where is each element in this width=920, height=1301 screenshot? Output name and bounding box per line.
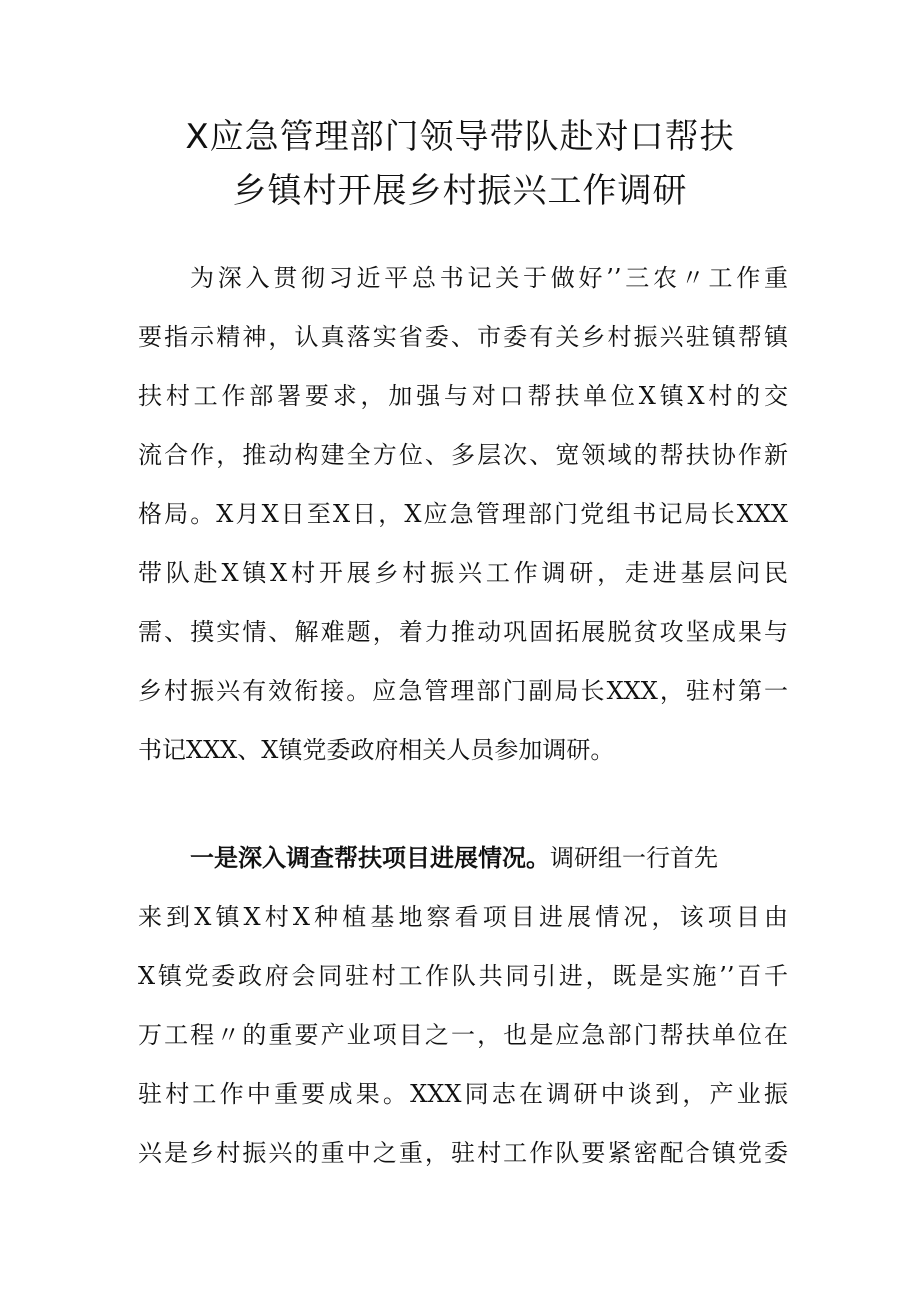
paragraph-line: 书记XXX、X镇党委政府相关人员参加调研。 xyxy=(138,736,615,764)
paragraph-line: 为深入贯彻习近平总书记关于做好’’三农〃工作重 xyxy=(190,264,788,292)
paragraph-line: 格局。X月X日至X日，X应急管理部门党组书记局长XXX xyxy=(138,500,788,528)
paragraph-line: 流合作，推动构建全方位、多层次、宽领域的帮扶协作新 xyxy=(138,441,788,469)
paragraph-line: 扶村工作部署要求，加强与对口帮扶单位X镇X村的交 xyxy=(138,382,788,410)
paragraph-line: 驻村工作中重要成果。XXX同志在调研中谈到，产业振 xyxy=(138,1080,788,1108)
paragraph-line: 兴是乡村振兴的重中之重，驻村工作队要紧密配合镇党委 xyxy=(138,1139,788,1167)
paragraph-line: 乡村振兴有效衔接。应急管理部门副局长XXX，驻村第一 xyxy=(138,677,788,705)
paragraph-line: 来到X镇X村X种植基地察看项目进展情况，该项目由 xyxy=(138,903,788,931)
paragraph-line: X镇党委政府会同驻村工作队共同引进，既是实施’’百千 xyxy=(138,962,788,990)
paragraph-line: 万工程〃的重要产业项目之一，也是应急部门帮扶单位在 xyxy=(138,1021,788,1049)
paragraph-line: 需、摸实情、解难题，着力推动巩固拓展脱贫攻坚成果与 xyxy=(138,618,788,646)
paragraph-line-rest: 调研组一行首先 xyxy=(550,844,718,872)
document-title-line-2: 乡镇村开展乡村振兴工作调研 xyxy=(232,171,688,211)
paragraph-line xyxy=(190,829,788,887)
section-heading: 一是深入调查帮扶项目进展情况。 xyxy=(190,844,550,872)
paragraph-line: 带队赴X镇X村开展乡村振兴工作调研，走进基层问民 xyxy=(138,559,788,587)
document-title-line-1: X应急管理部门领导带队赴对口帮扶 xyxy=(185,117,735,157)
paragraph-line: 要指示精神，认真落实省委、市委有关乡村振兴驻镇帮镇 xyxy=(138,323,788,351)
